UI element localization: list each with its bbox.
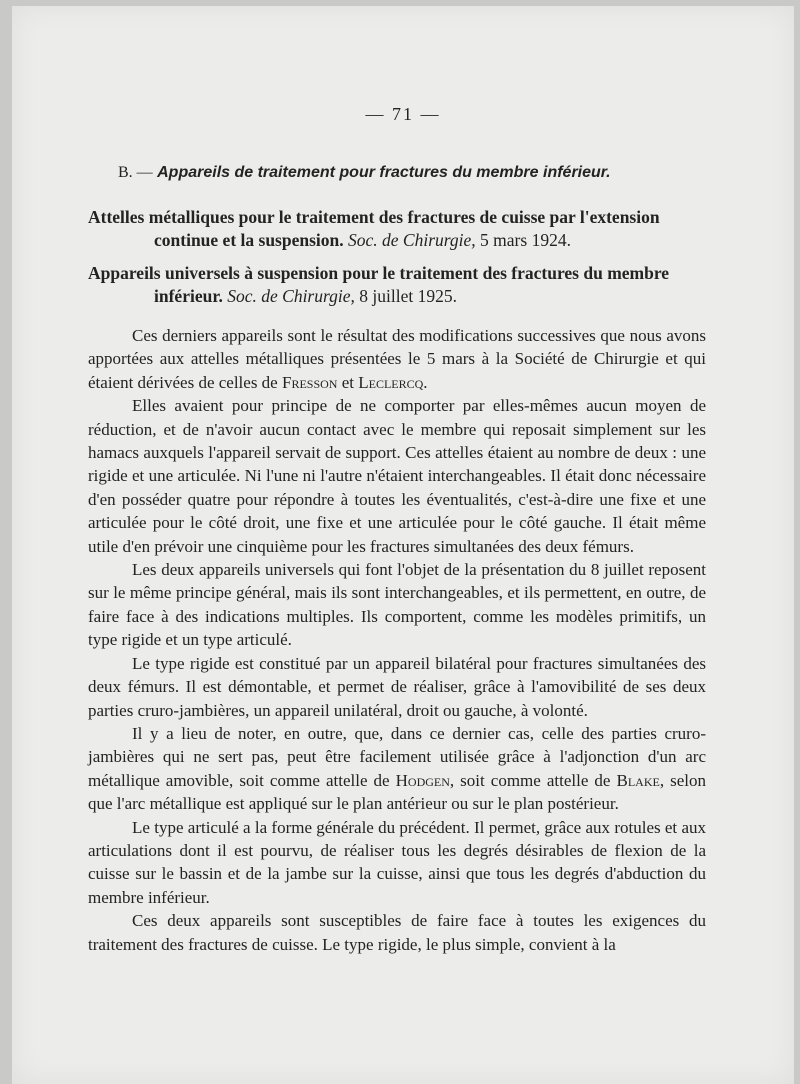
reference-2-source: Soc. de Chirurgie, xyxy=(227,286,355,306)
reference-1-date: 5 mars 1924. xyxy=(480,230,571,250)
reference-1 xyxy=(88,206,706,252)
reference-2-title-cont: inférieur. xyxy=(154,286,223,306)
paragraph-7: Ces deux appareils sont susceptibles de faire face à toutes les exigences du traitement des fractures de cuisse. Le type rigide, le plus simple, convient à la xyxy=(88,911,706,954)
paragraph-3: Les deux appareils universels qui font l'objet de la présentation du 8 juillet reposent sur le même principe général, mais ils sont interchangeables, et ils permettent, en outre, de faire face à des indications multiples. Ils comportent, comme les modèles primitifs, un type rigide et un type articulé. xyxy=(88,560,706,650)
author-leclercq: Leclercq xyxy=(358,372,424,392)
reference-1-title: Attelles métalliques pour le traitement des fractures de cuisse par l'extension xyxy=(88,207,660,227)
author-hodgen: Hodgen xyxy=(395,770,450,790)
paragraph-4: Le type rigide est constitué par un appareil bilatéral pour fractures simultanées des deux fémurs. Il est démontable, et permet de réaliser, grâce à l'amovibilité de ses deux parties cruro-jambières, un appareil unilatéral, droit ou gauche, à volonté. xyxy=(88,653,706,720)
paragraph-1-end: . xyxy=(423,372,428,392)
paragraph-5 xyxy=(88,722,706,816)
author-fresson: Fresson xyxy=(281,372,338,392)
document-page xyxy=(12,6,794,1084)
reference-2 xyxy=(88,262,706,308)
section-letter: B. — xyxy=(118,164,153,181)
reference-2-title: Appareils universels à suspension pour le traitement des fractures du membre xyxy=(88,263,670,283)
paragraph-5-end: , selon que l'arc métallique est appliqué sur le plan antérieur ou sur le plan postérieur. xyxy=(88,770,706,814)
paragraph-2: Elles avaient pour principe de ne comporter par elles-mêmes aucun moyen de réduction, et de n'avoir aucun contact avec le membre qui reposait simplement sur les hamacs auxquels l'appareil servait de support. Ces attelles étaient au nombre de deux : une rigide et une articulée. Ni l'une ni l'autre n'étaient interchangeables. Il était donc nécessaire d'en posséder quatre pour répondre à toutes les éventualités, c'est-à-dire une fixe et une articulée pour le côté droit, une fixe et une articulée pour le côté gauche. Il était même utile d'en prévoir une cinquième pour les fractures simultanées des deux fémurs. xyxy=(88,396,706,556)
paragraph-6: Le type articulé a la forme générale du précédent. Il permet, grâce aux rotules et aux articulations dont il est pourvu, de réaliser tous les degrés désirables de flexion de la cuisse sur le bassin et de la jambe sur la cuisse, ainsi que tous les degrés d'abduction du membre inférieur. xyxy=(88,817,706,907)
paragraph-5-connector: , soit comme attelle de xyxy=(449,770,617,790)
page-number: — 71 — xyxy=(365,104,441,124)
section-heading xyxy=(118,164,611,182)
reference-1-source: Soc. de Chirurgie, xyxy=(348,230,476,250)
paragraph-1-connector: et xyxy=(337,372,359,392)
author-blake: Blake xyxy=(616,770,660,790)
body-text xyxy=(88,324,706,956)
section-title: Appareils de traitement pour fractures du membre inférieur. xyxy=(157,164,611,181)
reference-1-title-cont: continue et la suspension. xyxy=(154,230,344,250)
paragraph-1 xyxy=(88,324,706,394)
reference-2-date: 8 juillet 1925. xyxy=(359,286,457,306)
paragraph-1-text: Ces derniers appareils sont le résultat des modifications successives que nous avons apportées aux attelles métalliques présentées le 5 mars à la Société de Chirurgie et qui étaient dérivées de celles de xyxy=(88,326,706,392)
paragraph-5-text: Il y a lieu de noter, en outre, que, dans ce dernier cas, celle des parties cruro-jambières qui ne sert pas, peut être facilement utilisée grâce à l'adjonction d'un arc métallique amovible, soit comme attelle de xyxy=(88,723,706,790)
